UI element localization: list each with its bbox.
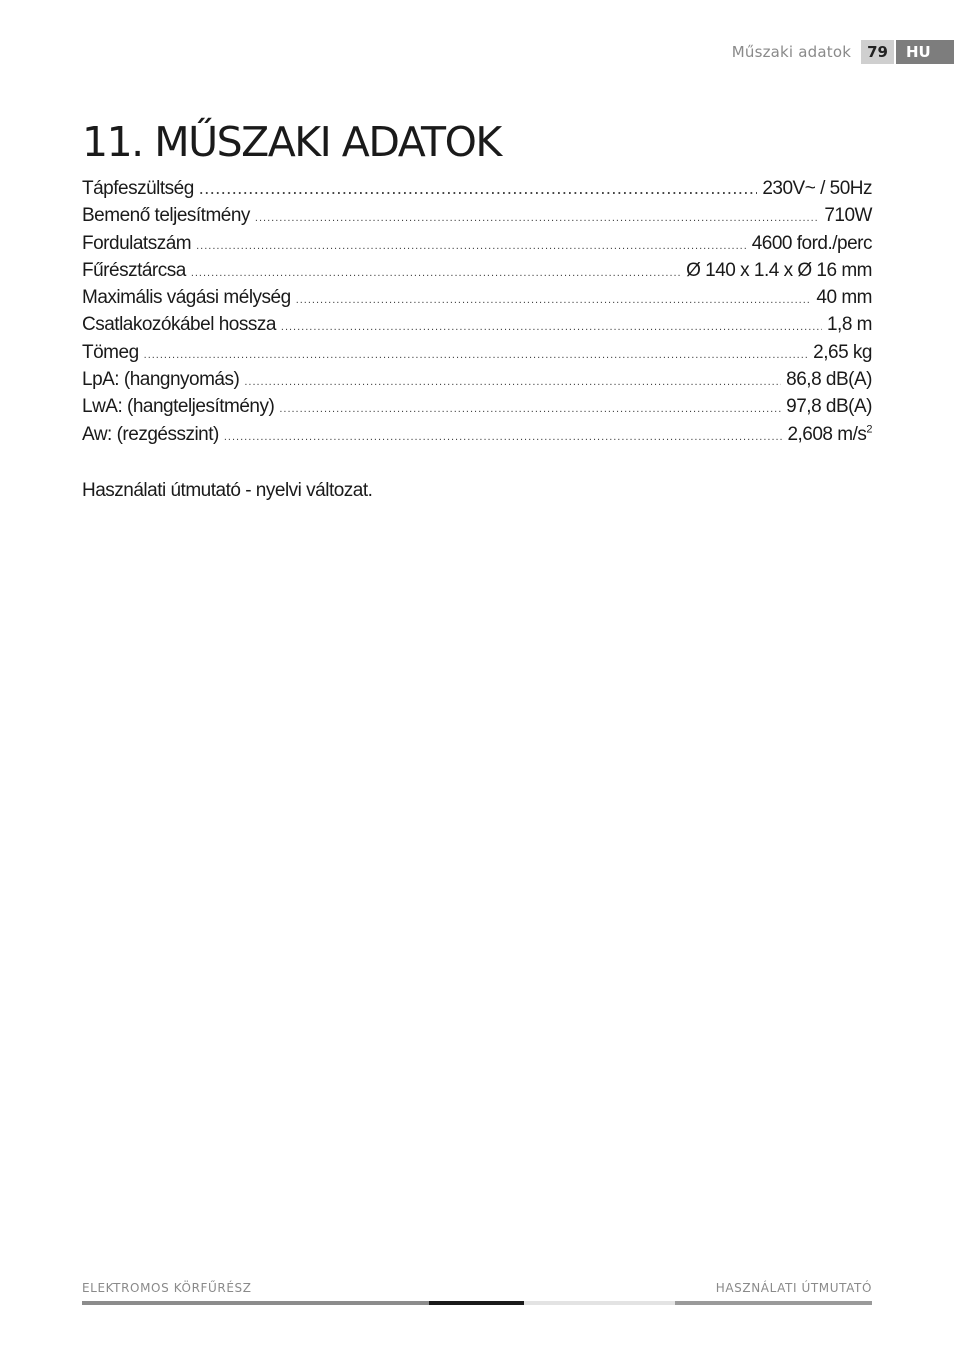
spec-row-weight [82,342,872,369]
footer-bar-segment [82,1301,429,1305]
spec-row-supply-voltage [82,178,872,205]
spec-value: 40 mm [816,287,872,309]
spec-row-speed [82,233,872,260]
spec-row-sound-pressure [82,369,872,396]
spec-label: Fűrésztárcsa [82,259,186,281]
spec-value: 97,8 dB(A) [786,396,872,418]
footer-bar-segment [675,1301,872,1305]
spec-label: LpA: (hangnyomás) [82,369,240,391]
spec-value: 230V~ / 50Hz [762,178,872,199]
spec-label: Tömeg [82,341,139,363]
dot-leader [255,212,819,224]
dot-leader [144,349,809,361]
page-title: 11. MŰSZAKI ADATOK [82,118,501,166]
spec-value: 710W [824,205,872,227]
spec-row-saw-blade [82,260,872,287]
dot-leader [224,431,783,443]
page-number-badge: 79 [861,40,894,64]
spec-row-input-power [82,205,872,232]
spec-value: 1,8 m [826,314,872,336]
spec-value-text: 2,608 m/s [787,423,867,445]
footer-bar-segment [429,1301,524,1305]
dot-leader [244,376,781,388]
footer-document-type: HASZNÁLATI ÚTMUTATÓ [715,1281,872,1295]
spec-value: 2,65 kg [813,341,872,363]
dot-leader [279,403,781,415]
spec-row-cable-length [82,314,872,341]
language-badge: HU [896,40,954,64]
footer-divider-bar [82,1301,872,1305]
language-version-note: Használati útmutató - nyelvi változat. [82,480,373,501]
spec-label: LwA: (hangteljesítmény) [82,396,275,418]
dot-leader [191,267,681,279]
dot-leader [296,294,812,306]
spec-label: Csatlakozókábel hossza [82,314,276,336]
dot-leader [281,321,822,333]
spec-value [787,424,872,446]
page-header [732,40,954,64]
dot-leader [196,240,747,252]
spec-label: Tápfeszültség [82,178,194,199]
spec-value-superscript: 2 [866,423,872,436]
spec-list [82,178,872,451]
dot-leader [199,178,758,199]
footer-bar-segment [524,1301,675,1305]
spec-label: Bemenő teljesítmény [82,205,250,227]
footer-product-name: ELEKTROMOS KÖRFŰRÉSZ [82,1281,252,1295]
spec-row-vibration [82,424,872,451]
spec-label: Fordulatszám [82,232,192,254]
spec-value: 4600 ford./perc [751,232,872,254]
spec-row-sound-power [82,396,872,423]
spec-label: Aw: (rezgésszint) [82,423,219,445]
spec-value: Ø 140 x 1.4 x Ø 16 mm [686,259,872,281]
spec-value: 86,8 dB(A) [786,369,872,391]
spec-row-max-cut-depth [82,287,872,314]
header-section-title: Műszaki adatok [731,43,852,61]
spec-label: Maximális vágási mélység [82,287,291,309]
